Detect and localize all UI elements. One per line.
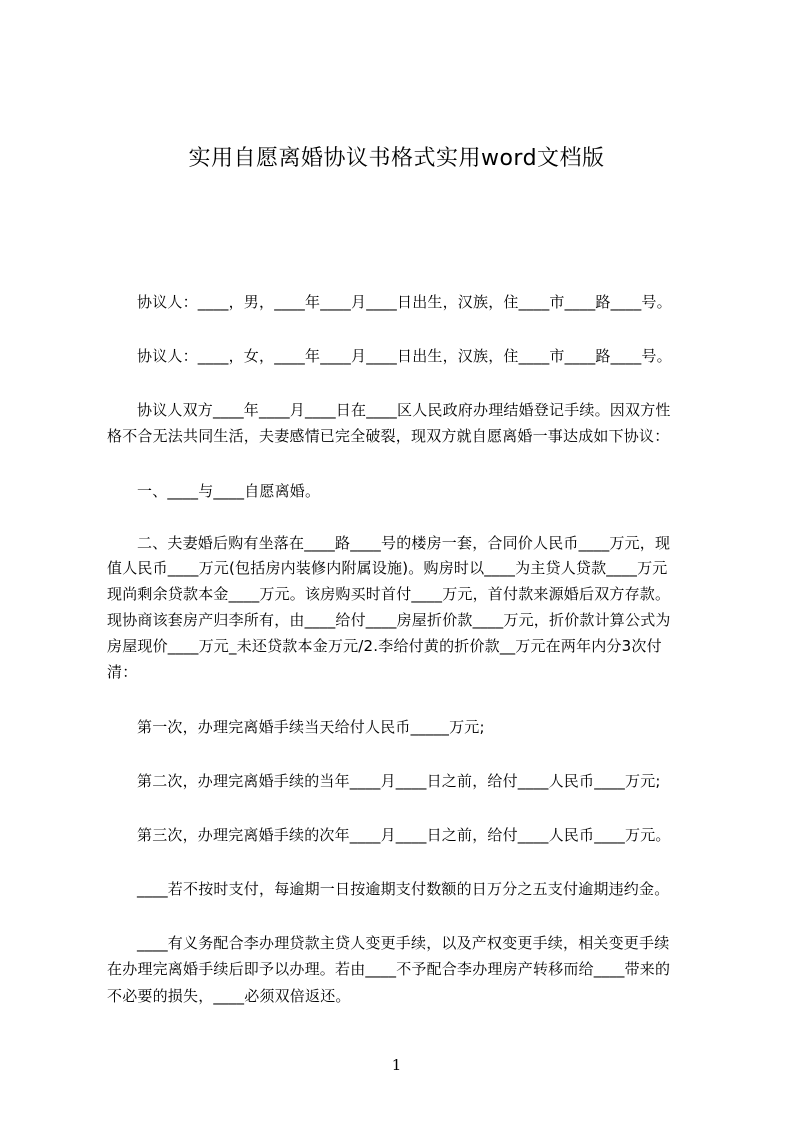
clause-two-line: 值人民币____万元(包括房内装修内附属设施)。购房时以____为主贷人贷款____万元 [107,559,668,577]
payment-third: 第三次，办理完离婚手续的次年____月____日之前，给付____人民币____万元。 [137,826,671,844]
clause-two-line: 清： [107,663,138,681]
paragraph-intro-line: 协议人双方____年____月____日在____区人民政府办理结婚登记手续。因双方性 [137,401,671,419]
clause-one: 一、____与____自愿离婚。 [137,482,321,500]
transfer-clause-line: 在办理完离婚手续后即予以办理。若由____不予配合李办理房产转移而给____带来的 [107,960,671,978]
payment-second: 第二次，办理完离婚手续的当年____月____日之前，给付____人民币____万元; [137,772,661,790]
paragraph-intro-line: 格不合无法共同生活，夫妻感情已完全破裂，现双方就自愿离婚一事达成如下协议： [107,427,670,445]
clause-two-line: 现尚剩余贷款本金____万元。该房购买时首付____万元，首付款来源婚后双方存款。 [107,585,671,603]
clause-two-line: 现协商该套房产归李所有，由____给付____房屋折价款____万元，折价款计算公式为 [107,611,671,629]
late-penalty: ____若不按时支付，每逾期一日按逾期支付数额的日万分之五支付逾期违约金。 [137,880,670,898]
paragraph-party-female: 协议人：____，女，____年____月____日出生，汉族，住____市____路____号。 [137,347,672,365]
paragraph-party-male: 协议人：____，男，____年____月____日出生，汉族，住____市____路____号。 [137,293,672,311]
transfer-clause-line: ____有义务配合李办理贷款主贷人变更手续，以及产权变更手续，相关变更手续 [137,934,670,952]
transfer-clause-line: 不必要的损失，____必须双倍返还。 [107,987,351,1005]
clause-two-line: 房屋现价____万元_未还贷款本金万元/2.李给付黄的折价款__万元在两年内分3次付 [107,637,662,655]
page-number: 1 [391,1056,402,1074]
document-title: 实用自愿离婚协议书格式实用word文档版 [188,146,605,171]
payment-first: 第一次，办理完离婚手续当天给付人民币_____万元; [137,718,485,736]
clause-two-line: 二、夫妻婚后购有坐落在____路____号的楼房一套，合同价人民币____万元，现 [137,534,671,552]
